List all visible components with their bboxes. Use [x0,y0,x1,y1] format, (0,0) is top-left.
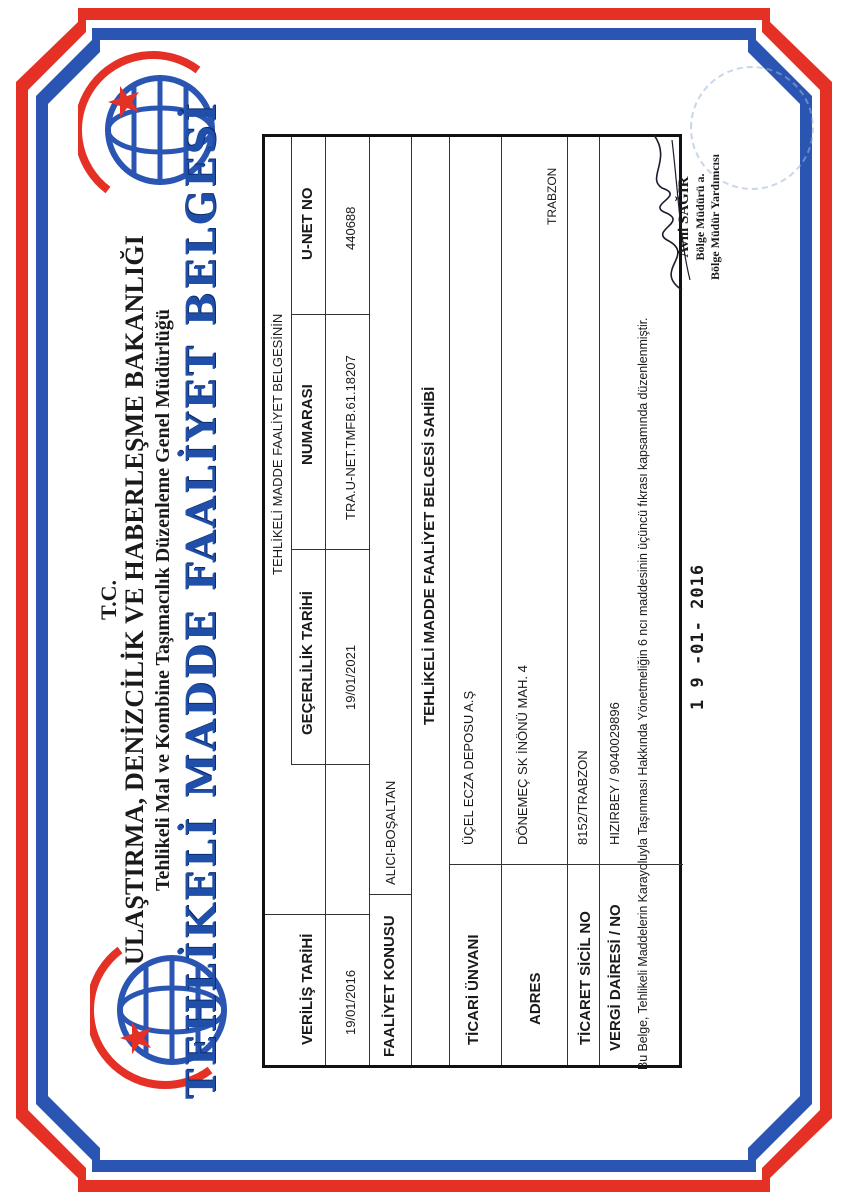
address-value: DÖNEMEÇ SK İNÖNÜ MAH. 4 [515,665,530,845]
trade-name-value: ÜÇEL ECZA DEPOSU A.Ş [461,690,476,845]
signatory-role: Bölge Müdür Yardımcısı [708,153,722,280]
tax-value: HIZIRBEY / 9040029896 [607,702,622,845]
address-label: ADRES [527,972,544,1025]
validity-date-value: 19/01/2021 [343,644,358,710]
signatory-title: Bölge Müdürü a. [693,173,707,261]
unet-label: U-NET NO [299,187,316,260]
ministry-name: ULAŞTIRMA, DENİZCİLİK VE HABERLEŞME BAKANLIĞI [120,234,149,966]
issue-stamp-date: 1 9 -01- 2016 [688,563,708,710]
address-city-value: TRABZON [545,167,559,225]
certificate-table [262,134,682,1068]
validity-date-label: GEÇERLİLİK TARİHİ [299,591,316,735]
legal-basis-text: Bu Belge, Tehlikeli Maddelerin Karayoluyla Taşınması Hakkında Yönetmeliğin 6 ncı maddesinin üçüncü fıkrası kapsamında düzenlenmiştir. [636,317,650,1070]
country-abbreviation: T.C. [96,580,121,620]
document-title: TEHLİKELİ MADDE FAALİYET BELGESİ [178,100,225,1100]
signatory-name: Avni SAĞIR [676,176,692,258]
issue-date-value: 19/01/2016 [343,969,358,1035]
holder-section-title: TEHLİKELİ MADDE FAALİYET BELGESİ SAHİBİ [421,386,438,725]
number-label: NUMARASI [299,384,316,465]
issue-date-label: VERİLİŞ TARİHİ [299,933,316,1045]
activity-value: ALICI-BOŞALTAN [383,780,398,885]
unet-value: 440688 [343,206,358,250]
trade-registry-value: 8152/TRABZON [575,750,590,845]
certificate-number-value: TRA.U-NET.TMFB.61.18207 [343,355,358,520]
tax-label: VERGİ DAİRESİ / NO [607,904,624,1051]
trade-registry-label: TİCARET SİCİL NO [577,911,594,1045]
trade-name-label: TİCARİ ÜNVANI [465,934,482,1045]
directorate-name: Tehlikeli Mal ve Kombine Taşımacılık Düzenleme Genel Müdürlüğü [152,308,174,892]
activity-label: FAALİYET KONUSU [381,915,398,1057]
certificate-section-title: TEHLİKELİ MADDE FAALİYET BELGESİNİN [270,313,285,575]
signatory-block [676,154,723,280]
